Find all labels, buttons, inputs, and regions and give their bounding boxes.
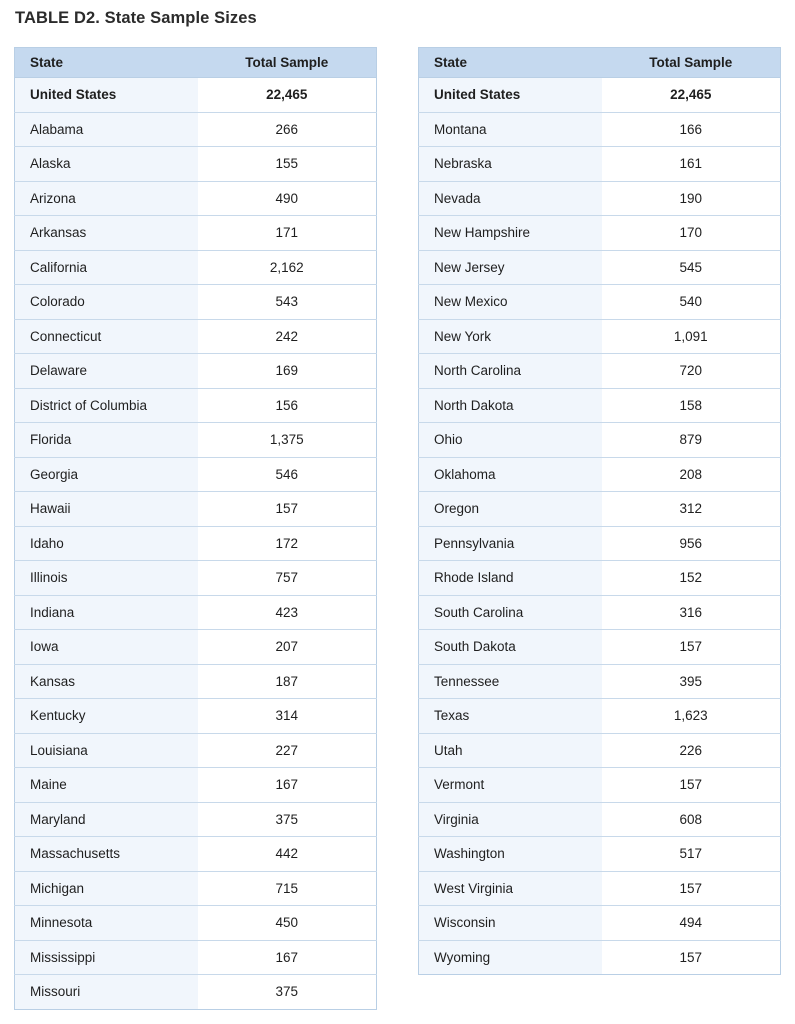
total-sample-cell: 169 — [198, 354, 377, 389]
total-sample-cell: 546 — [198, 457, 377, 492]
state-name-cell: Oklahoma — [419, 457, 602, 492]
state-name-cell: Arizona — [15, 181, 198, 216]
table-row — [419, 768, 781, 803]
total-sample-cell: 190 — [602, 181, 781, 216]
table-row — [15, 457, 377, 492]
total-sample-cell: 757 — [198, 561, 377, 596]
table-row — [15, 112, 377, 147]
table-row — [15, 871, 377, 906]
table-row — [419, 492, 781, 527]
total-sample-cell: 956 — [602, 526, 781, 561]
table-row — [15, 423, 377, 458]
table-row — [15, 664, 377, 699]
table-row — [15, 733, 377, 768]
state-name-cell: New Jersey — [419, 250, 602, 285]
state-name-cell: Mississippi — [15, 940, 198, 975]
state-name-cell: Illinois — [15, 561, 198, 596]
total-sample-cell: 316 — [602, 595, 781, 630]
table-header-row — [15, 48, 377, 78]
total-sample-cell: 157 — [602, 871, 781, 906]
state-name-cell: California — [15, 250, 198, 285]
table-row — [419, 561, 781, 596]
state-name-cell: Maryland — [15, 802, 198, 837]
state-name-cell: Wisconsin — [419, 906, 602, 941]
total-sample-cell: 22,465 — [602, 78, 781, 113]
column-header-state: State — [15, 48, 198, 78]
total-sample-cell: 517 — [602, 837, 781, 872]
table-row — [419, 871, 781, 906]
table-row — [15, 940, 377, 975]
state-name-cell: Utah — [419, 733, 602, 768]
table-row — [15, 561, 377, 596]
table-row — [419, 181, 781, 216]
table-row — [15, 837, 377, 872]
total-sample-cell: 2,162 — [198, 250, 377, 285]
table-row — [15, 285, 377, 320]
total-sample-cell: 157 — [602, 768, 781, 803]
state-name-cell: North Dakota — [419, 388, 602, 423]
state-name-cell: Connecticut — [15, 319, 198, 354]
total-sample-cell: 494 — [602, 906, 781, 941]
total-sample-cell: 227 — [198, 733, 377, 768]
total-sample-cell: 266 — [198, 112, 377, 147]
state-name-cell: Rhode Island — [419, 561, 602, 596]
state-name-cell: Kentucky — [15, 699, 198, 734]
state-name-cell: Nebraska — [419, 147, 602, 182]
state-name-cell: Alabama — [15, 112, 198, 147]
table-row — [419, 388, 781, 423]
table-row — [419, 940, 781, 975]
total-sample-cell: 720 — [602, 354, 781, 389]
state-name-cell: Oregon — [419, 492, 602, 527]
state-name-cell: United States — [15, 78, 198, 113]
total-sample-cell: 167 — [198, 940, 377, 975]
total-sample-cell: 161 — [602, 147, 781, 182]
table-row — [419, 147, 781, 182]
table-row — [419, 354, 781, 389]
state-name-cell: Missouri — [15, 975, 198, 1010]
table-row — [419, 112, 781, 147]
total-sample-cell: 1,375 — [198, 423, 377, 458]
table-row — [419, 423, 781, 458]
table-row — [15, 768, 377, 803]
total-sample-cell: 450 — [198, 906, 377, 941]
table-row — [15, 975, 377, 1010]
total-sample-cell: 540 — [602, 285, 781, 320]
table-row — [419, 595, 781, 630]
state-name-cell: Maine — [15, 768, 198, 803]
total-sample-cell: 490 — [198, 181, 377, 216]
total-sample-cell: 152 — [602, 561, 781, 596]
total-sample-cell: 242 — [198, 319, 377, 354]
state-name-cell: South Dakota — [419, 630, 602, 665]
table-row — [419, 733, 781, 768]
total-sample-cell: 543 — [198, 285, 377, 320]
state-name-cell: Washington — [419, 837, 602, 872]
state-table-left-body — [15, 78, 377, 1010]
state-name-cell: Texas — [419, 699, 602, 734]
table-row — [15, 388, 377, 423]
state-name-cell: West Virginia — [419, 871, 602, 906]
state-name-cell: South Carolina — [419, 595, 602, 630]
table-row — [15, 526, 377, 561]
state-name-cell: Colorado — [15, 285, 198, 320]
state-name-cell: Tennessee — [419, 664, 602, 699]
total-sample-cell: 156 — [198, 388, 377, 423]
state-name-cell: Georgia — [15, 457, 198, 492]
total-sample-cell: 314 — [198, 699, 377, 734]
page-title: TABLE D2. State Sample Sizes — [15, 9, 257, 27]
table-row — [419, 285, 781, 320]
total-sample-cell: 879 — [602, 423, 781, 458]
state-name-cell: New Mexico — [419, 285, 602, 320]
total-sample-cell: 187 — [198, 664, 377, 699]
total-sample-cell: 442 — [198, 837, 377, 872]
state-name-cell: Pennsylvania — [419, 526, 602, 561]
total-sample-cell: 155 — [198, 147, 377, 182]
state-name-cell: Indiana — [15, 595, 198, 630]
state-name-cell: Michigan — [15, 871, 198, 906]
table-row — [419, 457, 781, 492]
table-row — [15, 181, 377, 216]
table-row-total — [15, 78, 377, 113]
table-row — [419, 630, 781, 665]
table-row — [15, 216, 377, 251]
total-sample-cell: 171 — [198, 216, 377, 251]
state-name-cell: Nevada — [419, 181, 602, 216]
state-name-cell: Idaho — [15, 526, 198, 561]
total-sample-cell: 1,091 — [602, 319, 781, 354]
column-header-total-sample: Total Sample — [602, 48, 781, 78]
total-sample-cell: 608 — [602, 802, 781, 837]
column-header-state: State — [419, 48, 602, 78]
total-sample-cell: 715 — [198, 871, 377, 906]
total-sample-cell: 158 — [602, 388, 781, 423]
table-row — [419, 837, 781, 872]
table-row — [15, 354, 377, 389]
table-row — [419, 906, 781, 941]
total-sample-cell: 170 — [602, 216, 781, 251]
total-sample-cell: 545 — [602, 250, 781, 285]
table-row — [15, 492, 377, 527]
total-sample-cell: 395 — [602, 664, 781, 699]
total-sample-cell: 1,623 — [602, 699, 781, 734]
table-header-row — [419, 48, 781, 78]
table-row — [419, 526, 781, 561]
table-row — [15, 906, 377, 941]
table-row — [419, 664, 781, 699]
total-sample-cell: 207 — [198, 630, 377, 665]
state-name-cell: Massachusetts — [15, 837, 198, 872]
state-name-cell: Hawaii — [15, 492, 198, 527]
state-table-right — [418, 47, 781, 975]
state-name-cell: District of Columbia — [15, 388, 198, 423]
state-table-right-body — [419, 78, 781, 975]
table-row — [419, 802, 781, 837]
total-sample-cell: 423 — [198, 595, 377, 630]
state-name-cell: Louisiana — [15, 733, 198, 768]
total-sample-cell: 167 — [198, 768, 377, 803]
table-row — [419, 250, 781, 285]
total-sample-cell: 166 — [602, 112, 781, 147]
table-row — [15, 802, 377, 837]
state-name-cell: Ohio — [419, 423, 602, 458]
table-row — [419, 319, 781, 354]
total-sample-cell: 157 — [198, 492, 377, 527]
total-sample-cell: 157 — [602, 630, 781, 665]
total-sample-cell: 157 — [602, 940, 781, 975]
state-name-cell: United States — [419, 78, 602, 113]
total-sample-cell: 375 — [198, 975, 377, 1010]
table-row — [15, 319, 377, 354]
table-row — [15, 147, 377, 182]
state-name-cell: Vermont — [419, 768, 602, 803]
total-sample-cell: 208 — [602, 457, 781, 492]
table-row — [419, 699, 781, 734]
table-row — [15, 699, 377, 734]
state-name-cell: Iowa — [15, 630, 198, 665]
total-sample-cell: 172 — [198, 526, 377, 561]
state-name-cell: Wyoming — [419, 940, 602, 975]
total-sample-cell: 226 — [602, 733, 781, 768]
state-name-cell: Delaware — [15, 354, 198, 389]
table-row — [15, 630, 377, 665]
table-row — [419, 216, 781, 251]
state-name-cell: New York — [419, 319, 602, 354]
state-name-cell: New Hampshire — [419, 216, 602, 251]
state-name-cell: Arkansas — [15, 216, 198, 251]
state-name-cell: Florida — [15, 423, 198, 458]
column-header-total-sample: Total Sample — [198, 48, 377, 78]
total-sample-cell: 375 — [198, 802, 377, 837]
state-name-cell: Alaska — [15, 147, 198, 182]
state-name-cell: Montana — [419, 112, 602, 147]
state-name-cell: North Carolina — [419, 354, 602, 389]
state-name-cell: Minnesota — [15, 906, 198, 941]
state-name-cell: Virginia — [419, 802, 602, 837]
state-table-left — [14, 47, 377, 1010]
table-row — [15, 250, 377, 285]
table-row-total — [419, 78, 781, 113]
total-sample-cell: 22,465 — [198, 78, 377, 113]
table-row — [15, 595, 377, 630]
total-sample-cell: 312 — [602, 492, 781, 527]
state-name-cell: Kansas — [15, 664, 198, 699]
